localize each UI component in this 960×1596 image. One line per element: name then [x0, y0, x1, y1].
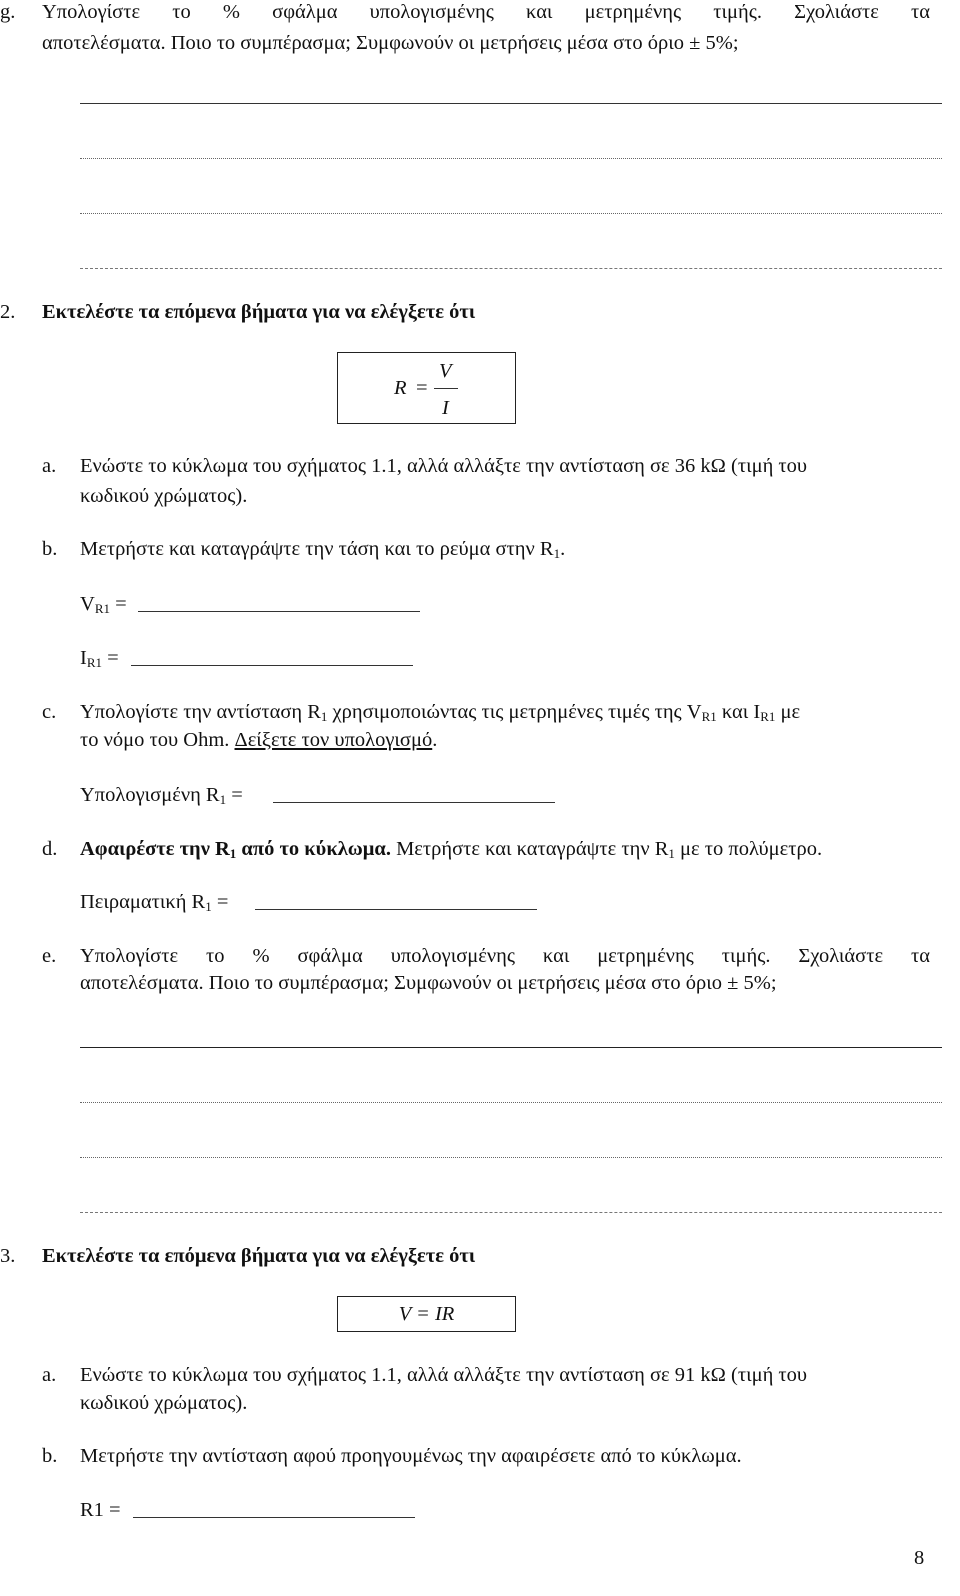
step-2e-line1: Υπολογίστε το % σφάλμα υπολογισμένης και μετρημένης τιμής. Σχολιάστε τα — [80, 945, 930, 967]
ir1-label: $I_{R1}$ = — [80, 647, 119, 670]
page-number: 8 — [914, 1547, 925, 1569]
answer-line — [80, 1102, 942, 1103]
step-3a-label: a. — [42, 1364, 57, 1386]
calc-r1-blank[interactable] — [273, 802, 555, 803]
answer-line — [80, 158, 942, 159]
answer-line — [80, 268, 942, 269]
formula-box-v — [337, 1296, 516, 1332]
step-3b-text: Μετρήστε την αντίσταση αφού προηγουμένως την αφαιρέσετε από το κύκλωμα. — [80, 1445, 742, 1467]
fraction-bar — [434, 388, 458, 389]
step-2d-label: d. — [42, 838, 58, 860]
section-3-number: 3. — [0, 1245, 16, 1267]
step-2a-line1: Ενώστε το κύκλωμα του σχήματος 1.1, αλλά αλλάξτε την αντίσταση σε 36 kΩ (τιμή του — [80, 455, 808, 477]
item-g-line2: αποτελέσματα. Ποιο το συμπέρασμα; Συμφωνούν οι μετρήσεις μέσα στο όριο ± 5%; — [42, 32, 739, 54]
calc-r1-label: Υπολογισμένη $R_1$ = — [80, 784, 243, 807]
step-3a-line1: Ενώστε το κύκλωμα του σχήματος 1.1, αλλά αλλάξτε την αντίσταση σε 91 kΩ (τιμή του — [80, 1364, 808, 1386]
exp-r1-label: Πειραματική $R_1$ = — [80, 891, 229, 914]
r1-label: R1 = — [80, 1499, 121, 1521]
exp-r1-blank[interactable] — [255, 909, 537, 910]
answer-line — [80, 1212, 942, 1213]
step-2a-label: a. — [42, 455, 57, 477]
step-3a-line2: κωδικού χρώματος). — [80, 1392, 248, 1414]
section-2-number: 2. — [0, 301, 16, 323]
step-2e-line2: αποτελέσματα. Ποιο το συμπέρασμα; Συμφωνούν οι μετρήσεις μέσα στο όριο ± 5%; — [80, 972, 777, 994]
step-2b-text: Μετρήστε και καταγράψτε την τάση και το ρεύμα στην $R_1$. — [80, 538, 566, 561]
step-2b-label: b. — [42, 538, 58, 560]
step-2e-label: e. — [42, 945, 57, 967]
ir1-blank[interactable] — [131, 665, 413, 666]
step-2c-line1: Υπολογίστε την αντίσταση $R_1$ χρησιμοποιώντας τις μετρημένες τιμές της $V_{R1}$ και $I_{R1}$ με — [80, 701, 801, 724]
section-2-heading: Εκτελέστε τα επόμενα βήματα για να ελέγξετε ότι — [42, 301, 476, 323]
formula-r-eq: = — [416, 377, 428, 399]
r1-blank[interactable] — [133, 1517, 415, 1518]
section-3-heading: Εκτελέστε τα επόμενα βήματα για να ελέγξετε ότι — [42, 1245, 476, 1267]
answer-line — [80, 1157, 942, 1158]
formula-v-text: V = IR — [398, 1303, 455, 1325]
item-g-label: g. — [0, 1, 16, 23]
step-3b-label: b. — [42, 1445, 58, 1467]
answer-line — [80, 213, 942, 214]
item-g-line1: Υπολογίστε το % σφάλμα υπολογισμένης και μετρημένης τιμής. Σχολιάστε τα — [42, 1, 930, 23]
answer-line — [80, 1047, 942, 1048]
vr1-blank[interactable] — [138, 611, 420, 612]
step-2d-text: Αφαιρέστε την $R_1$ από το κύκλωμα. Μετρήστε και καταγράψτε την $R_1$ με το πολύμετρο. — [80, 838, 823, 861]
formula-r-num: V — [439, 360, 452, 382]
show-calc-note: Δείξετε τον υπολογισμό — [234, 729, 433, 751]
answer-line — [80, 103, 942, 104]
formula-r-den: I — [442, 397, 449, 419]
formula-r-lhs: R — [394, 377, 407, 399]
step-2c-label: c. — [42, 701, 57, 723]
step-2c-line2: το νόμο του Ohm. Δείξετε τον υπολογισμό. — [80, 729, 438, 751]
vr1-label: $V_{R1}$ = — [80, 593, 127, 616]
formula-box-r — [337, 352, 516, 424]
step-2a-line2: κωδικού χρώματος). — [80, 485, 248, 507]
